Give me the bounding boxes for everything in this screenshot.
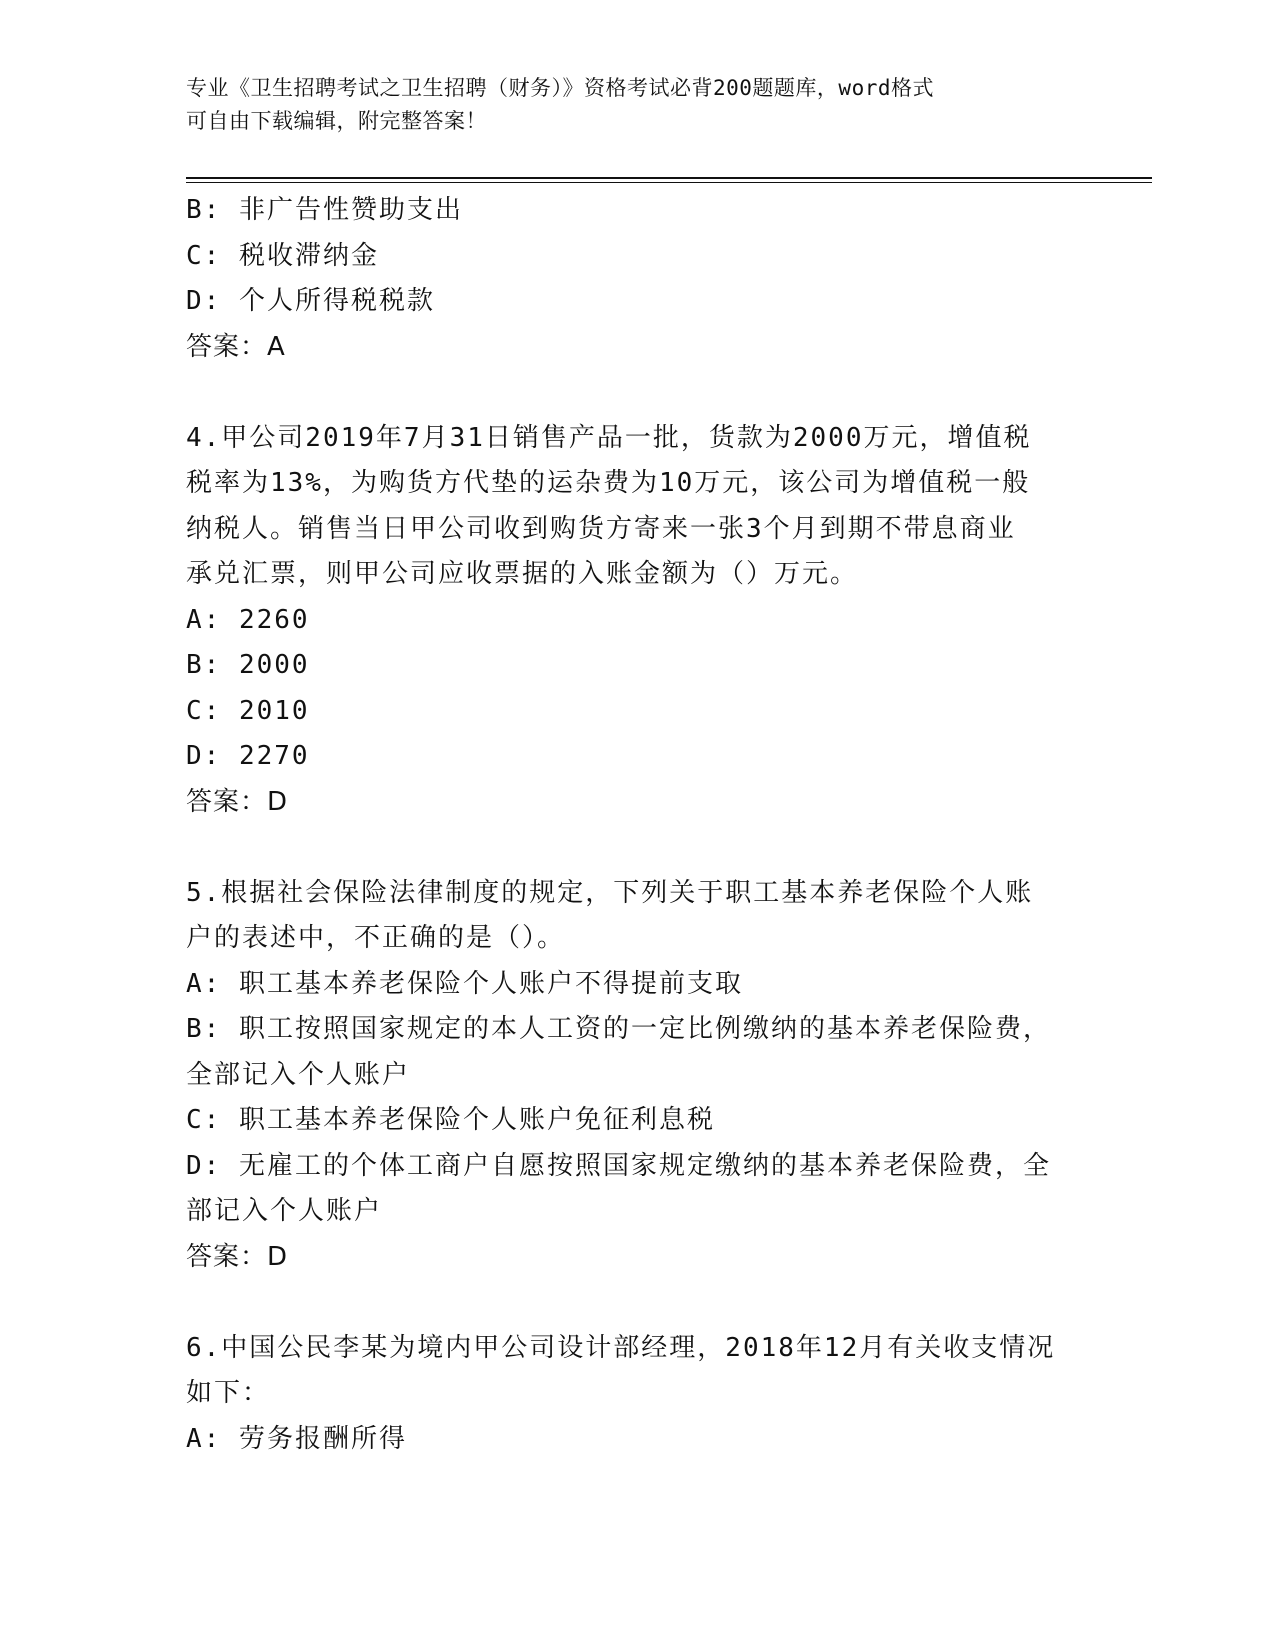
question-stem-line: 4.甲公司2019年7月31日销售产品一批，货款为2000万元，增值税 [186,422,1032,453]
option-b: B: 职工按照国家规定的本人工资的一定比例缴纳的基本养老保险费， [186,1014,1051,1044]
answer-label: 答案：D [186,786,289,817]
option-c: C: 职工基本养老保险个人账户免征利息税 [186,1105,715,1135]
page-header [186,72,1066,138]
spacer [186,825,1086,871]
spacer [186,370,1086,416]
question-content [186,188,1086,1462]
option-d: D: 2270 [186,741,310,771]
option-b: B: 2000 [186,650,310,680]
question-stem-line: 税率为13%，为购货方代垫的运杂费为10万元，该公司为增值税一般 [186,468,1031,498]
option-b-continued: 全部记入个人账户 [186,1059,411,1090]
option-a: A: 劳务报酬所得 [186,1423,407,1454]
header-line-1: 专业《卫生招聘考试之卫生招聘（财务）》资格考试必背200题题库，word格式 [186,76,934,100]
question-stem-line: 承兑汇票，则甲公司应收票据的入账金额为（）万元。 [186,559,859,589]
option-d: D: 无雇工的个体工商户自愿按照国家规定缴纳的基本养老保险费，全 [186,1150,1051,1181]
question-stem-line: 5.根据社会保险法律制度的规定，下列关于职工基本养老保险个人账 [186,877,1034,908]
question-stem-line: 户的表述中，不正确的是（）。 [186,923,566,953]
question-6 [186,1326,1086,1463]
option-a: A: 2260 [186,604,310,635]
header-rule-thick [186,177,1152,179]
question-stem-line: 纳税人。销售当日甲公司收到购货方寄来一张3个月到期不带息商业 [186,513,1016,544]
question-stem-line: 如下： [186,1378,271,1408]
header-line-2: 可自由下载编辑，附完整答案！ [186,109,487,133]
answer-label: 答案：A [186,331,286,362]
spacer [186,1280,1086,1326]
option-d-continued: 部记入个人账户 [186,1196,383,1226]
option-c: C: 2010 [186,695,310,726]
question-3-continuation [186,188,1086,370]
option-a: A: 职工基本养老保险个人账户不得提前支取 [186,968,743,999]
answer-label: 答案：D [186,1241,289,1272]
question-stem-line: 6.中国公民李某为境内甲公司设计部经理，2018年12月有关收支情况 [186,1332,1056,1363]
option-d: D: 个人所得税税款 [186,286,435,316]
option-c: C: 税收滞纳金 [186,240,379,271]
question-5 [186,871,1086,1281]
header-rule-thin [186,182,1152,183]
question-4 [186,416,1086,826]
option-b: B: 非广告性赞助支出 [186,195,463,225]
